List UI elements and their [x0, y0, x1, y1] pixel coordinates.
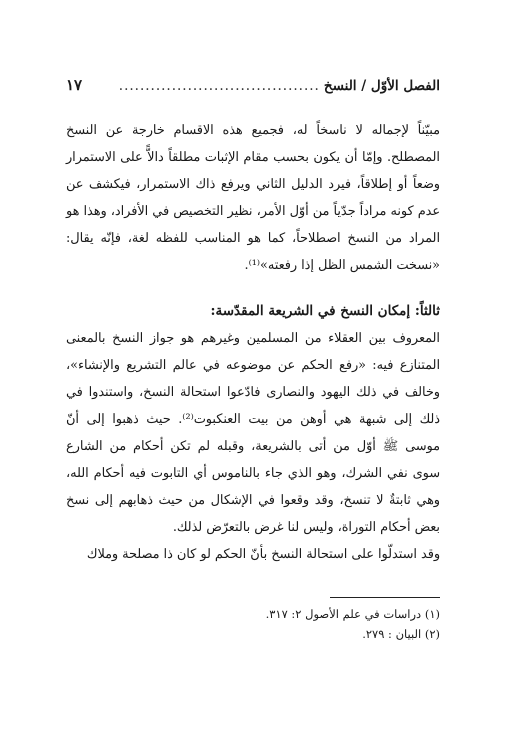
- running-header: [66, 76, 440, 94]
- page-number: ١٧: [66, 76, 83, 94]
- paragraph-1: مبيّناً لإجماله لا ناسخاً له، فجميع هذه الاقسام خارجة عن النسخ المصطلح. وإمّا أن يكون بحسب مقام الإثبات مطلقاً دالاًّ على الاستمرار وضعاً أو إطلاقاً، فيرد الدليل الثاني ويرفع ذاك الاستمرار، فيكشف عن عدم كونه مراداً جدّياً من أوّل الأمر، نظير التخصيص في الأفراد، وهذا هو المراد من النسخ اصطلاحاً، كما هو المناسب للفظه لغة، فإنّه يقال: «نسخت الشمس الظل إذا رفعته»⁽¹⁾.: [66, 123, 440, 273]
- footnotes: [66, 604, 440, 644]
- paragraph-3: وقد استدلّوا على استحالة النسخ بأنّ الحكم لو كان ذا مصلحة وملاك: [86, 547, 440, 562]
- footnote-separator: [330, 597, 440, 598]
- page-body: [66, 117, 440, 568]
- footnote-2: (٢) البيان : ٢٧٩.: [362, 627, 440, 641]
- chapter-title: الفصل الأوّل / النسخ: [323, 78, 440, 94]
- header-dot-leader: ......................................: [118, 78, 320, 94]
- paragraph-2: المعروف بين العقلاء من المسلمين وغيرهم هو جواز النسخ بالمعنى المتنازع فيه: «رفع الحكم عن موضوعه في عالم التشريع والإنشاء»، وخالف في ذلك اليهود والنصارى فادّعوا استحالة النسخ، واستندوا في ذلك إلى شبهة هي أوهن من بيت العنكبوت⁽²⁾. حيث ذهبوا إلى أنّ موسى ﷺ أوّل من أتى بالشريعة، وقبله لم تكن أحكام من الشارع سوى نفي الشرك، وهو الذي جاء بالناموس أي التابوت فيه أحكام الله، وهي ثابتةٌ لا تنسخ، وقد وقعوا في الإشكال من حيث ذهابهم إلى نسخ بعض أحكام التوراة، وليس لنا غرض بالتعرّض لذلك.: [66, 331, 440, 535]
- section-heading: ثالثاً: إمكان النسخ في الشريعة المقدّسة:: [210, 303, 440, 319]
- footnote-1: (١) دراسات في علم الأصول ٢: ٣١٧.: [265, 607, 440, 621]
